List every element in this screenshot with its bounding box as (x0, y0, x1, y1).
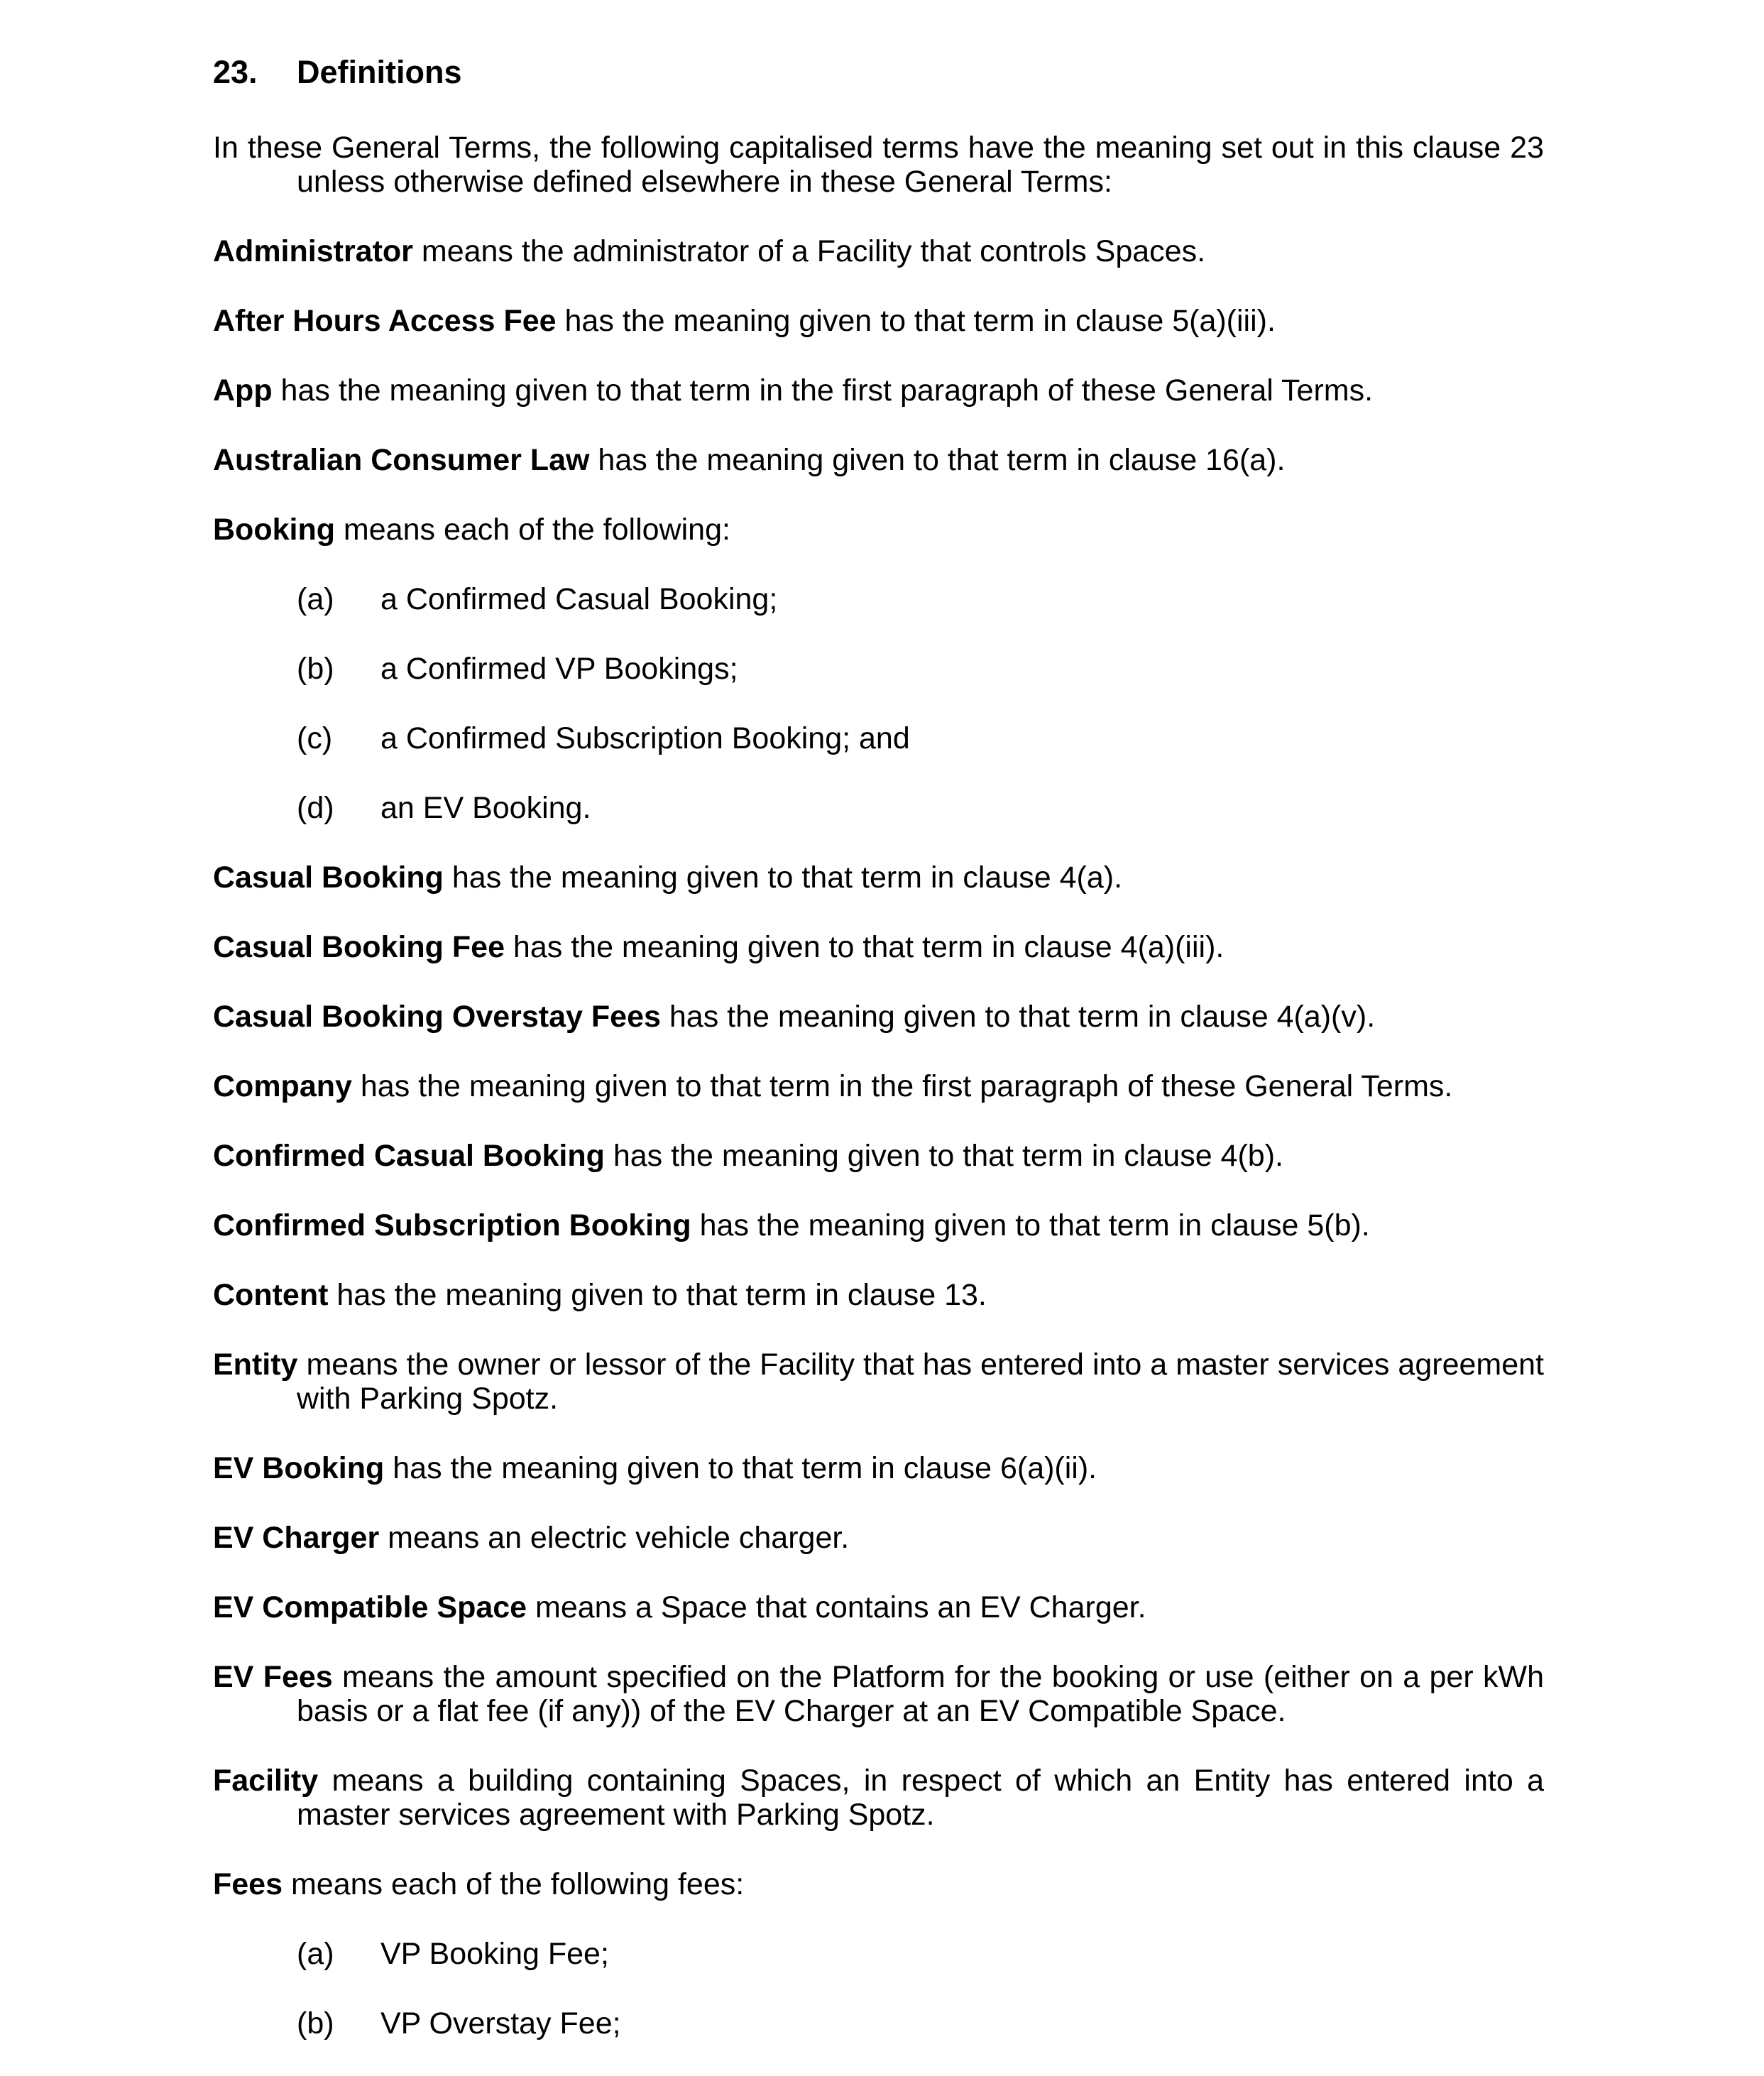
definition-term: EV Compatible Space (213, 1590, 527, 1624)
booking-sublist (213, 582, 1544, 825)
definition-term: EV Charger (213, 1521, 380, 1555)
list-item-text: an EV Booking. (380, 791, 591, 825)
list-item-label: (d) (297, 791, 334, 825)
definition-text: means an electric vehicle charger. (379, 1521, 850, 1555)
definition-term: Fees (213, 1867, 283, 1901)
list-item-label: (b) (297, 2006, 334, 2041)
definition-entity (213, 1348, 1544, 1416)
section-title: Definitions (297, 54, 462, 90)
list-item (297, 2006, 1544, 2041)
list-item (297, 791, 1544, 825)
definition-after-hours-access-fee (213, 304, 1544, 338)
definition-term: Company (213, 1069, 352, 1103)
definition-content (213, 1278, 1544, 1312)
definition-term: Casual Booking Overstay Fees (213, 1000, 661, 1034)
definition-text: has the meaning given to that term in clause 4(a). (443, 861, 1123, 895)
definition-text: has the meaning given to that term in the first paragraph of these General Terms. (272, 373, 1374, 408)
intro-paragraph: In these General Terms, the following capitalised terms have the meaning set out in this clause 23 unless otherwise defined elsewhere in these General Terms: (213, 131, 1544, 199)
definition-term: Australian Consumer Law (213, 443, 590, 477)
definition-text: means the amount specified on the Platform for the booking or use (either on a per kWh basis or a flat fee (if any)) of the EV Charger at an EV Compatible Space. (297, 1660, 1544, 1728)
definition-confirmed-subscription-booking (213, 1208, 1544, 1242)
definition-text: means the owner or lessor of the Facility that has entered into a master services agreement with Parking Spotz. (297, 1348, 1544, 1416)
definition-term: After Hours Access Fee (213, 304, 557, 338)
definition-ev-compatible-space (213, 1590, 1544, 1624)
definition-term: Confirmed Casual Booking (213, 1139, 605, 1173)
definition-text: has the meaning given to that term in clause 16(a). (589, 443, 1286, 477)
definition-ev-booking (213, 1451, 1544, 1485)
definition-term: Casual Booking (213, 861, 444, 895)
list-item-label: (a) (297, 1937, 334, 1971)
definition-term: App (213, 373, 273, 408)
definition-term: Booking (213, 513, 335, 547)
definition-booking (213, 513, 1544, 547)
definition-text: means a building containing Spaces, in respect of which an Entity has entered into a master services agreement with Parking Spotz. (297, 1764, 1544, 1832)
definition-text: means the administrator of a Facility that controls Spaces. (412, 234, 1206, 268)
list-item-text: VP Booking Fee; (380, 1937, 609, 1971)
list-item (297, 652, 1544, 686)
list-item-text: a Confirmed VP Bookings; (380, 652, 738, 686)
definition-text: means each of the following: (334, 513, 730, 547)
definition-term: Entity (213, 1348, 298, 1382)
list-item (297, 1937, 1544, 1971)
definition-term: Content (213, 1278, 329, 1312)
list-item-label: (c) (297, 721, 333, 755)
definition-text: means each of the following fees: (283, 1867, 745, 1901)
definition-facility (213, 1764, 1544, 1832)
definition-term: EV Booking (213, 1451, 385, 1485)
definition-term: EV Fees (213, 1660, 333, 1694)
definition-text: has the meaning given to that term in clause 5(b). (691, 1208, 1370, 1242)
definition-text: has the meaning given to that term in clause 13. (328, 1278, 987, 1312)
definition-app (213, 373, 1544, 408)
definition-text: has the meaning given to that term in clause 6(a)(ii). (384, 1451, 1097, 1485)
definition-text: has the meaning given to that term in clause 5(a)(iii). (556, 304, 1276, 338)
definition-term: Facility (213, 1764, 319, 1798)
definition-company (213, 1069, 1544, 1103)
definition-text: has the meaning given to that term in the first paragraph of these General Terms. (351, 1069, 1453, 1103)
definition-text: has the meaning given to that term in clause 4(a)(iii). (504, 930, 1225, 964)
definition-confirmed-casual-booking (213, 1139, 1544, 1173)
definition-administrator (213, 234, 1544, 268)
definition-ev-fees (213, 1660, 1544, 1728)
definition-casual-booking-overstay-fees (213, 1000, 1544, 1034)
section-heading (213, 51, 1544, 94)
definition-text: has the meaning given to that term in clause 4(b). (604, 1139, 1283, 1173)
list-item-text: VP Overstay Fee; (380, 2006, 621, 2041)
list-item-label: (a) (297, 582, 334, 616)
definition-casual-booking (213, 861, 1544, 895)
list-item-label: (b) (297, 652, 334, 686)
document-page (213, 51, 1544, 2076)
definition-term: Administrator (213, 234, 413, 268)
list-item (297, 582, 1544, 616)
definition-term: Confirmed Subscription Booking (213, 1208, 691, 1242)
definition-term: Casual Booking Fee (213, 930, 505, 964)
definition-fees (213, 1867, 1544, 1901)
list-item-text: a Confirmed Casual Booking; (380, 582, 778, 616)
fees-sublist (213, 1937, 1544, 2041)
list-item-text: a Confirmed Subscription Booking; and (380, 721, 910, 755)
definition-australian-consumer-law (213, 443, 1544, 477)
section-number: 23. (213, 54, 258, 90)
definition-casual-booking-fee (213, 930, 1544, 964)
definition-text: has the meaning given to that term in clause 4(a)(v). (660, 1000, 1376, 1034)
definition-text: means a Space that contains an EV Charger. (527, 1590, 1146, 1624)
list-item (297, 721, 1544, 755)
definition-ev-charger (213, 1521, 1544, 1555)
